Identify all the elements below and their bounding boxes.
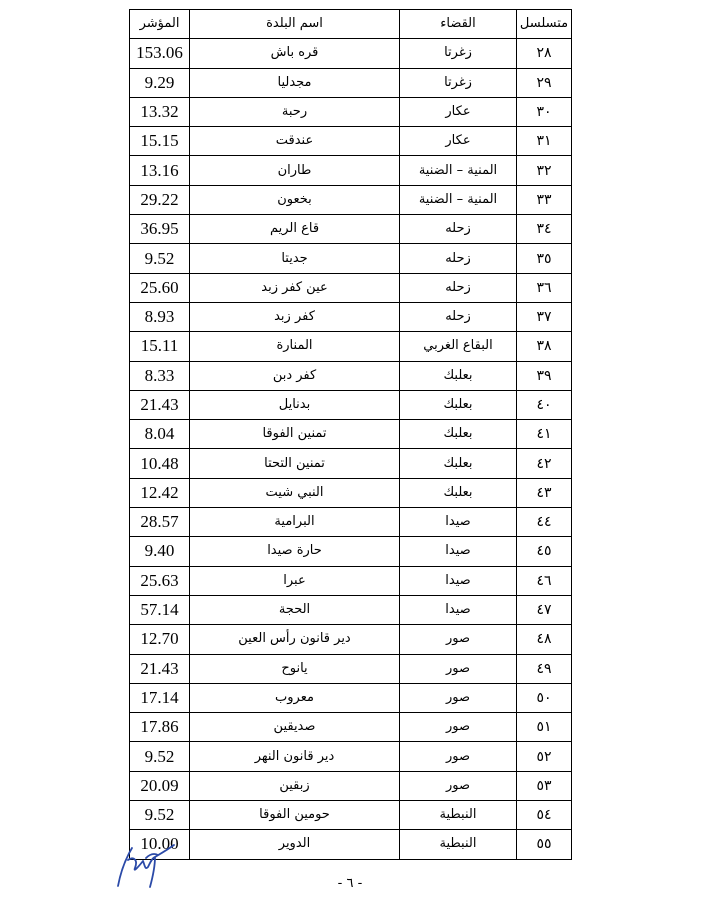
cell-village: بخعون	[190, 185, 400, 214]
cell-serial: ٤٨	[517, 625, 572, 654]
cell-index: 8.33	[130, 361, 190, 390]
cell-serial: ٣٩	[517, 361, 572, 390]
cell-district: عكار	[400, 127, 517, 156]
cell-district: صيدا	[400, 566, 517, 595]
cell-serial: ٥٥	[517, 830, 572, 859]
cell-serial: ٣١	[517, 127, 572, 156]
cell-village: رحبة	[190, 97, 400, 126]
cell-serial: ٤٩	[517, 654, 572, 683]
table-row	[130, 244, 572, 273]
cell-index: 13.16	[130, 156, 190, 185]
table-row	[130, 361, 572, 390]
table-row	[130, 215, 572, 244]
table-row	[130, 478, 572, 507]
table-row	[130, 449, 572, 478]
cell-index: 17.14	[130, 683, 190, 712]
cell-index: 21.43	[130, 390, 190, 419]
cell-district: النبطية	[400, 830, 517, 859]
cell-index: 21.43	[130, 654, 190, 683]
cell-district: زحله	[400, 302, 517, 331]
header-village: اسم البلدة	[190, 10, 400, 39]
cell-district: صيدا	[400, 595, 517, 624]
cell-index: 57.14	[130, 595, 190, 624]
table-row	[130, 39, 572, 68]
cell-serial: ٤٢	[517, 449, 572, 478]
cell-village: بدنايل	[190, 390, 400, 419]
cell-village: عندقت	[190, 127, 400, 156]
table-row	[130, 771, 572, 800]
villages-index-table	[129, 9, 572, 860]
cell-district: صور	[400, 771, 517, 800]
cell-index: 15.11	[130, 332, 190, 361]
cell-district: بعلبك	[400, 390, 517, 419]
cell-district: صيدا	[400, 537, 517, 566]
cell-index: 153.06	[130, 39, 190, 68]
cell-index: 13.32	[130, 97, 190, 126]
table-row	[130, 654, 572, 683]
cell-district: زحله	[400, 273, 517, 302]
cell-district: صور	[400, 713, 517, 742]
cell-index: 15.15	[130, 127, 190, 156]
cell-index: 10.48	[130, 449, 190, 478]
cell-serial: ٤٥	[517, 537, 572, 566]
cell-district: زغرتا	[400, 39, 517, 68]
table-row	[130, 127, 572, 156]
cell-district: صور	[400, 683, 517, 712]
table-row	[130, 742, 572, 771]
cell-district: بعلبك	[400, 478, 517, 507]
header-serial: متسلسل	[517, 10, 572, 39]
table-row	[130, 420, 572, 449]
page-number: - ٦ -	[337, 876, 363, 891]
cell-district: زحله	[400, 244, 517, 273]
cell-index: 12.70	[130, 625, 190, 654]
cell-serial: ٤٧	[517, 595, 572, 624]
cell-village: حومين الفوقا	[190, 801, 400, 830]
cell-district: زغرتا	[400, 68, 517, 97]
cell-village: قره باش	[190, 39, 400, 68]
table-header-row	[130, 10, 572, 39]
table-row	[130, 595, 572, 624]
cell-district: صور	[400, 654, 517, 683]
header-district: القضاء	[400, 10, 517, 39]
table-row	[130, 390, 572, 419]
cell-serial: ٤٣	[517, 478, 572, 507]
table-row	[130, 185, 572, 214]
cell-serial: ٣٨	[517, 332, 572, 361]
cell-index: 10.00	[130, 830, 190, 859]
cell-district: عكار	[400, 97, 517, 126]
cell-serial: ٤٦	[517, 566, 572, 595]
table-row	[130, 68, 572, 97]
cell-serial: ٣٥	[517, 244, 572, 273]
cell-village: كفر دبن	[190, 361, 400, 390]
cell-serial: ٥٠	[517, 683, 572, 712]
cell-district: زحله	[400, 215, 517, 244]
cell-index: 12.42	[130, 478, 190, 507]
cell-village: دير قانون النهر	[190, 742, 400, 771]
cell-village: الحجة	[190, 595, 400, 624]
cell-district: صيدا	[400, 508, 517, 537]
table-row	[130, 97, 572, 126]
cell-village: جديتا	[190, 244, 400, 273]
table-row	[130, 508, 572, 537]
cell-serial: ٤٤	[517, 508, 572, 537]
cell-index: 8.04	[130, 420, 190, 449]
cell-index: 29.22	[130, 185, 190, 214]
cell-district: صور	[400, 625, 517, 654]
cell-village: تمنين الفوقا	[190, 420, 400, 449]
cell-village: كفر زبد	[190, 302, 400, 331]
cell-village: النبي شيت	[190, 478, 400, 507]
cell-village: حارة صيدا	[190, 537, 400, 566]
cell-serial: ٣٦	[517, 273, 572, 302]
cell-serial: ٣٧	[517, 302, 572, 331]
cell-index: 9.52	[130, 742, 190, 771]
table-row	[130, 713, 572, 742]
cell-serial: ٥٤	[517, 801, 572, 830]
cell-village: طاران	[190, 156, 400, 185]
cell-village: تمنين التحتا	[190, 449, 400, 478]
cell-serial: ٢٩	[517, 68, 572, 97]
signature-icon	[112, 840, 182, 892]
table-body	[130, 39, 572, 859]
table-row	[130, 625, 572, 654]
cell-index: 9.52	[130, 801, 190, 830]
cell-index: 9.29	[130, 68, 190, 97]
cell-village: المنارة	[190, 332, 400, 361]
cell-index: 20.09	[130, 771, 190, 800]
cell-district: المنية – الضنية	[400, 185, 517, 214]
cell-village: دير قانون رأس العين	[190, 625, 400, 654]
cell-district: بعلبك	[400, 420, 517, 449]
cell-district: النبطية	[400, 801, 517, 830]
cell-district: بعلبك	[400, 361, 517, 390]
cell-district: المنية – الضنية	[400, 156, 517, 185]
table-row	[130, 332, 572, 361]
cell-district: البقاع الغربي	[400, 332, 517, 361]
cell-village: قاع الريم	[190, 215, 400, 244]
header-index: المؤشر	[130, 10, 190, 39]
cell-serial: ٥١	[517, 713, 572, 742]
cell-village: الدوير	[190, 830, 400, 859]
cell-index: 36.95	[130, 215, 190, 244]
table-row	[130, 302, 572, 331]
cell-serial: ٣٣	[517, 185, 572, 214]
cell-serial: ٥٢	[517, 742, 572, 771]
cell-index: 17.86	[130, 713, 190, 742]
cell-serial: ٣٢	[517, 156, 572, 185]
table-row	[130, 566, 572, 595]
cell-village: معروب	[190, 683, 400, 712]
table-row	[130, 683, 572, 712]
cell-serial: ٤١	[517, 420, 572, 449]
cell-village: البرامية	[190, 508, 400, 537]
table-row	[130, 273, 572, 302]
cell-index: 8.93	[130, 302, 190, 331]
cell-serial: ٢٨	[517, 39, 572, 68]
cell-index: 25.63	[130, 566, 190, 595]
cell-village: يانوح	[190, 654, 400, 683]
cell-village: عين كفر زبد	[190, 273, 400, 302]
cell-village: صديقين	[190, 713, 400, 742]
table-row	[130, 801, 572, 830]
cell-serial: ٣٠	[517, 97, 572, 126]
cell-index: 28.57	[130, 508, 190, 537]
cell-index: 9.52	[130, 244, 190, 273]
cell-district: بعلبك	[400, 449, 517, 478]
table-row	[130, 537, 572, 566]
cell-serial: ٣٤	[517, 215, 572, 244]
table-row	[130, 830, 572, 859]
table-row	[130, 156, 572, 185]
cell-index: 9.40	[130, 537, 190, 566]
cell-serial: ٤٠	[517, 390, 572, 419]
cell-village: زبقين	[190, 771, 400, 800]
cell-village: عبرا	[190, 566, 400, 595]
cell-district: صور	[400, 742, 517, 771]
cell-village: مجدليا	[190, 68, 400, 97]
cell-serial: ٥٣	[517, 771, 572, 800]
cell-index: 25.60	[130, 273, 190, 302]
